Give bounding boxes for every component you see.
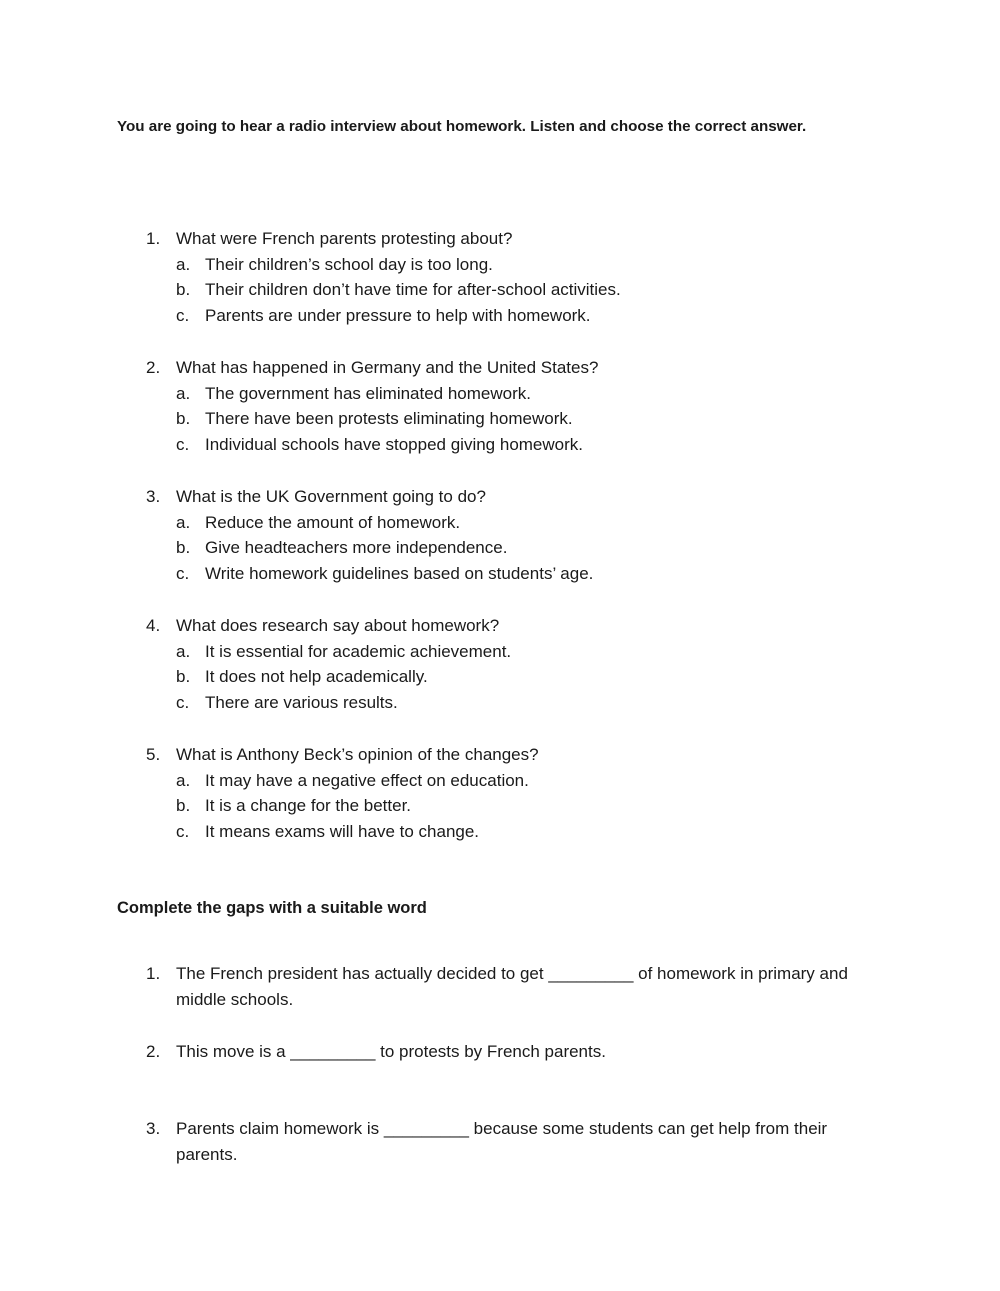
option-letter: c. bbox=[176, 821, 190, 841]
option-letter: b. bbox=[176, 538, 191, 558]
option-c bbox=[146, 303, 621, 329]
question-number: 2. bbox=[146, 358, 161, 377]
gap-item-number: 3. bbox=[146, 1119, 161, 1138]
gap-fill-instruction: Complete the gaps with a suitable word bbox=[117, 899, 427, 917]
option-letter: c. bbox=[176, 692, 190, 712]
question-number: 4. bbox=[146, 616, 161, 635]
option-letter: a. bbox=[176, 770, 191, 790]
question-4 bbox=[146, 613, 511, 715]
option-text: There have been protests eliminating homework. bbox=[205, 409, 573, 429]
question-3 bbox=[146, 484, 593, 586]
question-number: 1. bbox=[146, 229, 161, 248]
option-letter: b. bbox=[176, 409, 191, 429]
option-text: Parents are under pressure to help with homework. bbox=[205, 305, 591, 325]
option-letter: c. bbox=[176, 434, 190, 454]
question-stem bbox=[146, 226, 621, 252]
question-1 bbox=[146, 226, 621, 328]
option-c bbox=[146, 432, 598, 458]
option-a bbox=[146, 510, 593, 536]
option-letter: c. bbox=[176, 563, 190, 583]
option-text: It may have a negative effect on education. bbox=[205, 770, 529, 790]
option-text: It is essential for academic achievement. bbox=[205, 641, 512, 661]
option-letter: b. bbox=[176, 280, 191, 300]
question-number: 3. bbox=[146, 487, 161, 506]
question-text: What has happened in Germany and the United States? bbox=[176, 358, 599, 377]
question-2 bbox=[146, 355, 598, 457]
option-a bbox=[146, 639, 511, 665]
option-a bbox=[146, 768, 539, 794]
option-letter: a. bbox=[176, 641, 191, 661]
option-b bbox=[146, 535, 593, 561]
question-stem bbox=[146, 484, 593, 510]
option-letter: c. bbox=[176, 305, 190, 325]
option-a bbox=[146, 252, 621, 278]
option-letter: a. bbox=[176, 254, 191, 274]
option-a bbox=[146, 381, 598, 407]
option-text: Reduce the amount of homework. bbox=[205, 512, 461, 532]
gap-item-2 bbox=[146, 1039, 876, 1065]
option-text: Their children’s school day is too long. bbox=[205, 254, 493, 274]
option-text: There are various results. bbox=[205, 692, 398, 712]
option-c bbox=[146, 819, 539, 845]
option-text: Give headteachers more independence. bbox=[205, 538, 508, 558]
option-text: It means exams will have to change. bbox=[205, 821, 480, 841]
option-b bbox=[146, 406, 598, 432]
question-number: 5. bbox=[146, 745, 161, 764]
option-letter: b. bbox=[176, 796, 191, 816]
option-b bbox=[146, 664, 511, 690]
question-stem bbox=[146, 742, 539, 768]
option-text: Individual schools have stopped giving homework. bbox=[205, 434, 584, 454]
question-stem bbox=[146, 613, 511, 639]
option-text: The government has eliminated homework. bbox=[205, 383, 531, 403]
option-text: It is a change for the better. bbox=[205, 796, 412, 816]
gap-item-number: 2. bbox=[146, 1042, 161, 1061]
option-letter: b. bbox=[176, 667, 191, 687]
question-text: What were French parents protesting about? bbox=[176, 229, 513, 248]
option-c bbox=[146, 561, 593, 587]
option-letter: a. bbox=[176, 383, 191, 403]
gap-item-number: 1. bbox=[146, 964, 161, 983]
option-b bbox=[146, 277, 621, 303]
question-5 bbox=[146, 742, 539, 844]
option-b bbox=[146, 793, 539, 819]
gap-item-text: The French president has actually decided to get _________ of homework in primary and middle schools. bbox=[176, 964, 848, 1009]
option-text: Write homework guidelines based on students’ age. bbox=[205, 563, 594, 583]
gap-item-text: Parents claim homework is _________ because some students can get help from their parents. bbox=[176, 1119, 828, 1164]
gap-item-3 bbox=[146, 1116, 876, 1168]
question-text: What is Anthony Beck’s opinion of the changes? bbox=[176, 745, 539, 764]
question-text: What does research say about homework? bbox=[176, 616, 500, 635]
option-text: Their children don’t have time for after-school activities. bbox=[205, 280, 621, 300]
gap-item-text: This move is a _________ to protests by French parents. bbox=[176, 1042, 606, 1061]
question-stem bbox=[146, 355, 598, 381]
question-text: What is the UK Government going to do? bbox=[176, 487, 486, 506]
option-c bbox=[146, 690, 511, 716]
option-text: It does not help academically. bbox=[205, 667, 428, 687]
gap-item-1 bbox=[146, 961, 876, 1013]
listening-instruction: You are going to hear a radio interview about homework. Listen and choose the correct answer. bbox=[117, 118, 807, 135]
option-letter: a. bbox=[176, 512, 191, 532]
